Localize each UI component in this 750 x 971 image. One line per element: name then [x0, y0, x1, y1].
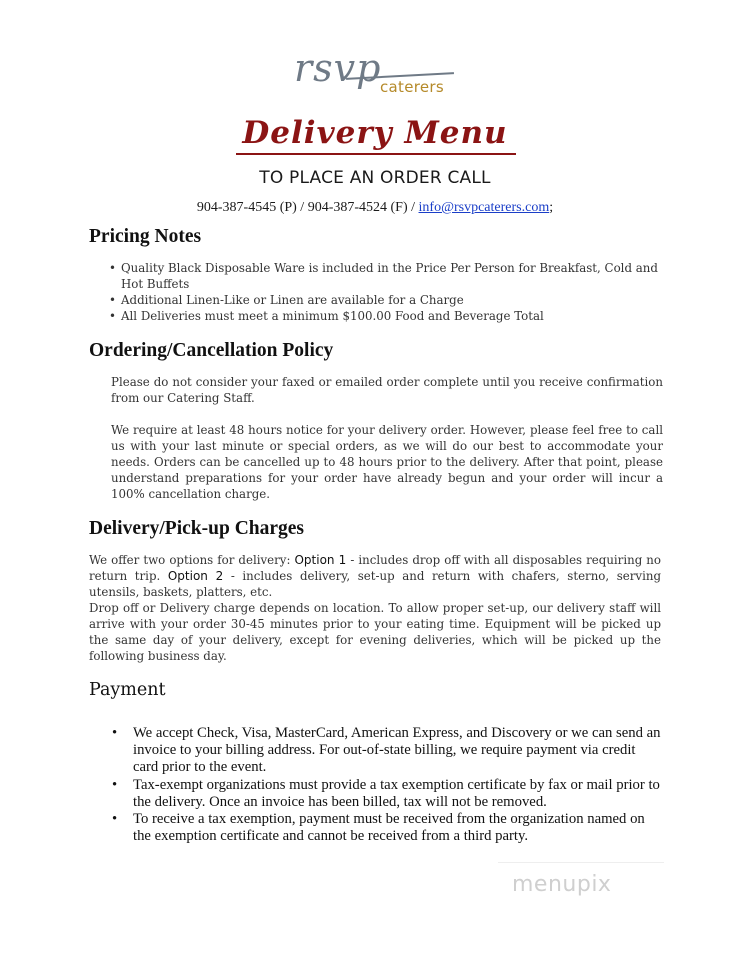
contact-line: [0, 200, 750, 216]
contact-suffix: ;: [549, 200, 554, 215]
page-title: Delivery Menu: [242, 115, 508, 151]
delivery-charges-text: [89, 552, 661, 664]
payment-list: [112, 725, 664, 845]
pricing-notes-heading: Pricing Notes: [89, 226, 202, 247]
title-underline: [236, 153, 516, 155]
list-item: • Additional Linen-Like or Linen are available for a Charge: [109, 293, 464, 307]
list-item: • All Deliveries must meet a minimum $100.00 Food and Beverage Total: [109, 309, 544, 323]
ordering-paragraph-1: Please do not consider your faxed or emailed order complete until you receive confirmation from our Catering Staff.: [111, 375, 663, 405]
contact-phones: 904-387-4545 (P) / 904-387-4524 (F) /: [196, 200, 416, 215]
list-item: • Quality Black Disposable Ware is included in the Price Per Person for Breakfast, Cold and Hot Buffets: [109, 261, 658, 291]
option-1-label: Option 1: [294, 553, 347, 567]
bullet-icon: •: [112, 725, 118, 741]
rsvp-caterers-logo: [286, 44, 466, 102]
delivery-options-paragraph: We offer two options for delivery: Option 1 - includes drop off with all disposables requiring no return trip. Option 2 - includes delivery, set-up and return with chafers, sterno, serving utensils, baskets, platters, etc.: [89, 553, 662, 599]
email-link[interactable]: info@rsvpcaterers.com: [418, 200, 550, 215]
bullet-icon: •: [112, 811, 118, 828]
option-2-label: Option 2: [167, 569, 224, 583]
order-call-line: TO PLACE AN ORDER CALL: [259, 168, 491, 188]
list-item: • We accept Check, Visa, MasterCard, American Express, and Discovery or we can send an invoice to your billing address. For out-of-state billing, we require payment via credit card prior to the event.: [112, 725, 661, 776]
watermark-divider: [498, 862, 664, 863]
bullet-icon: •: [109, 309, 116, 323]
ordering-paragraph-2: We require at least 48 hours notice for your delivery order. However, please feel free to call us with your last minute or special orders, as we will do our best to accommodate your needs. Orders can be cancelled up to 48 hours prior to the delivery. After that point, please understand preparations for your order have already begun and your order will incur a 100% cancellation charge.: [111, 423, 663, 501]
list-item: • Tax-exempt organizations must provide a tax exemption certificate by fax or mail prior to the delivery. Once an invoice has been billed, tax will not be removed.: [112, 776, 660, 810]
delivery-charge-paragraph: Drop off or Delivery charge depends on location. To allow proper set-up, our delivery staff will arrive with your order 30-45 minutes prior to your eating time. Equipment will be picked up the same day of your delivery, except for evening deliveries, which will be picked up the following business day.: [89, 601, 661, 663]
ordering-policy-heading: Ordering/Cancellation Policy: [89, 340, 334, 361]
bullet-icon: •: [112, 776, 118, 793]
logo-script: rsvp: [294, 46, 382, 90]
logo-subtitle: caterers: [380, 78, 444, 96]
bullet-icon: •: [109, 261, 116, 275]
list-item: • To receive a tax exemption, payment must be received from the organization named on the exemption certificate and cannot be received from a third party.: [112, 811, 645, 845]
menupix-watermark: menupix: [512, 872, 612, 897]
pricing-notes-list: [109, 260, 664, 324]
payment-heading: Payment: [89, 680, 166, 700]
delivery-charges-heading: Delivery/Pick-up Charges: [89, 518, 305, 539]
bullet-icon: •: [109, 293, 116, 307]
